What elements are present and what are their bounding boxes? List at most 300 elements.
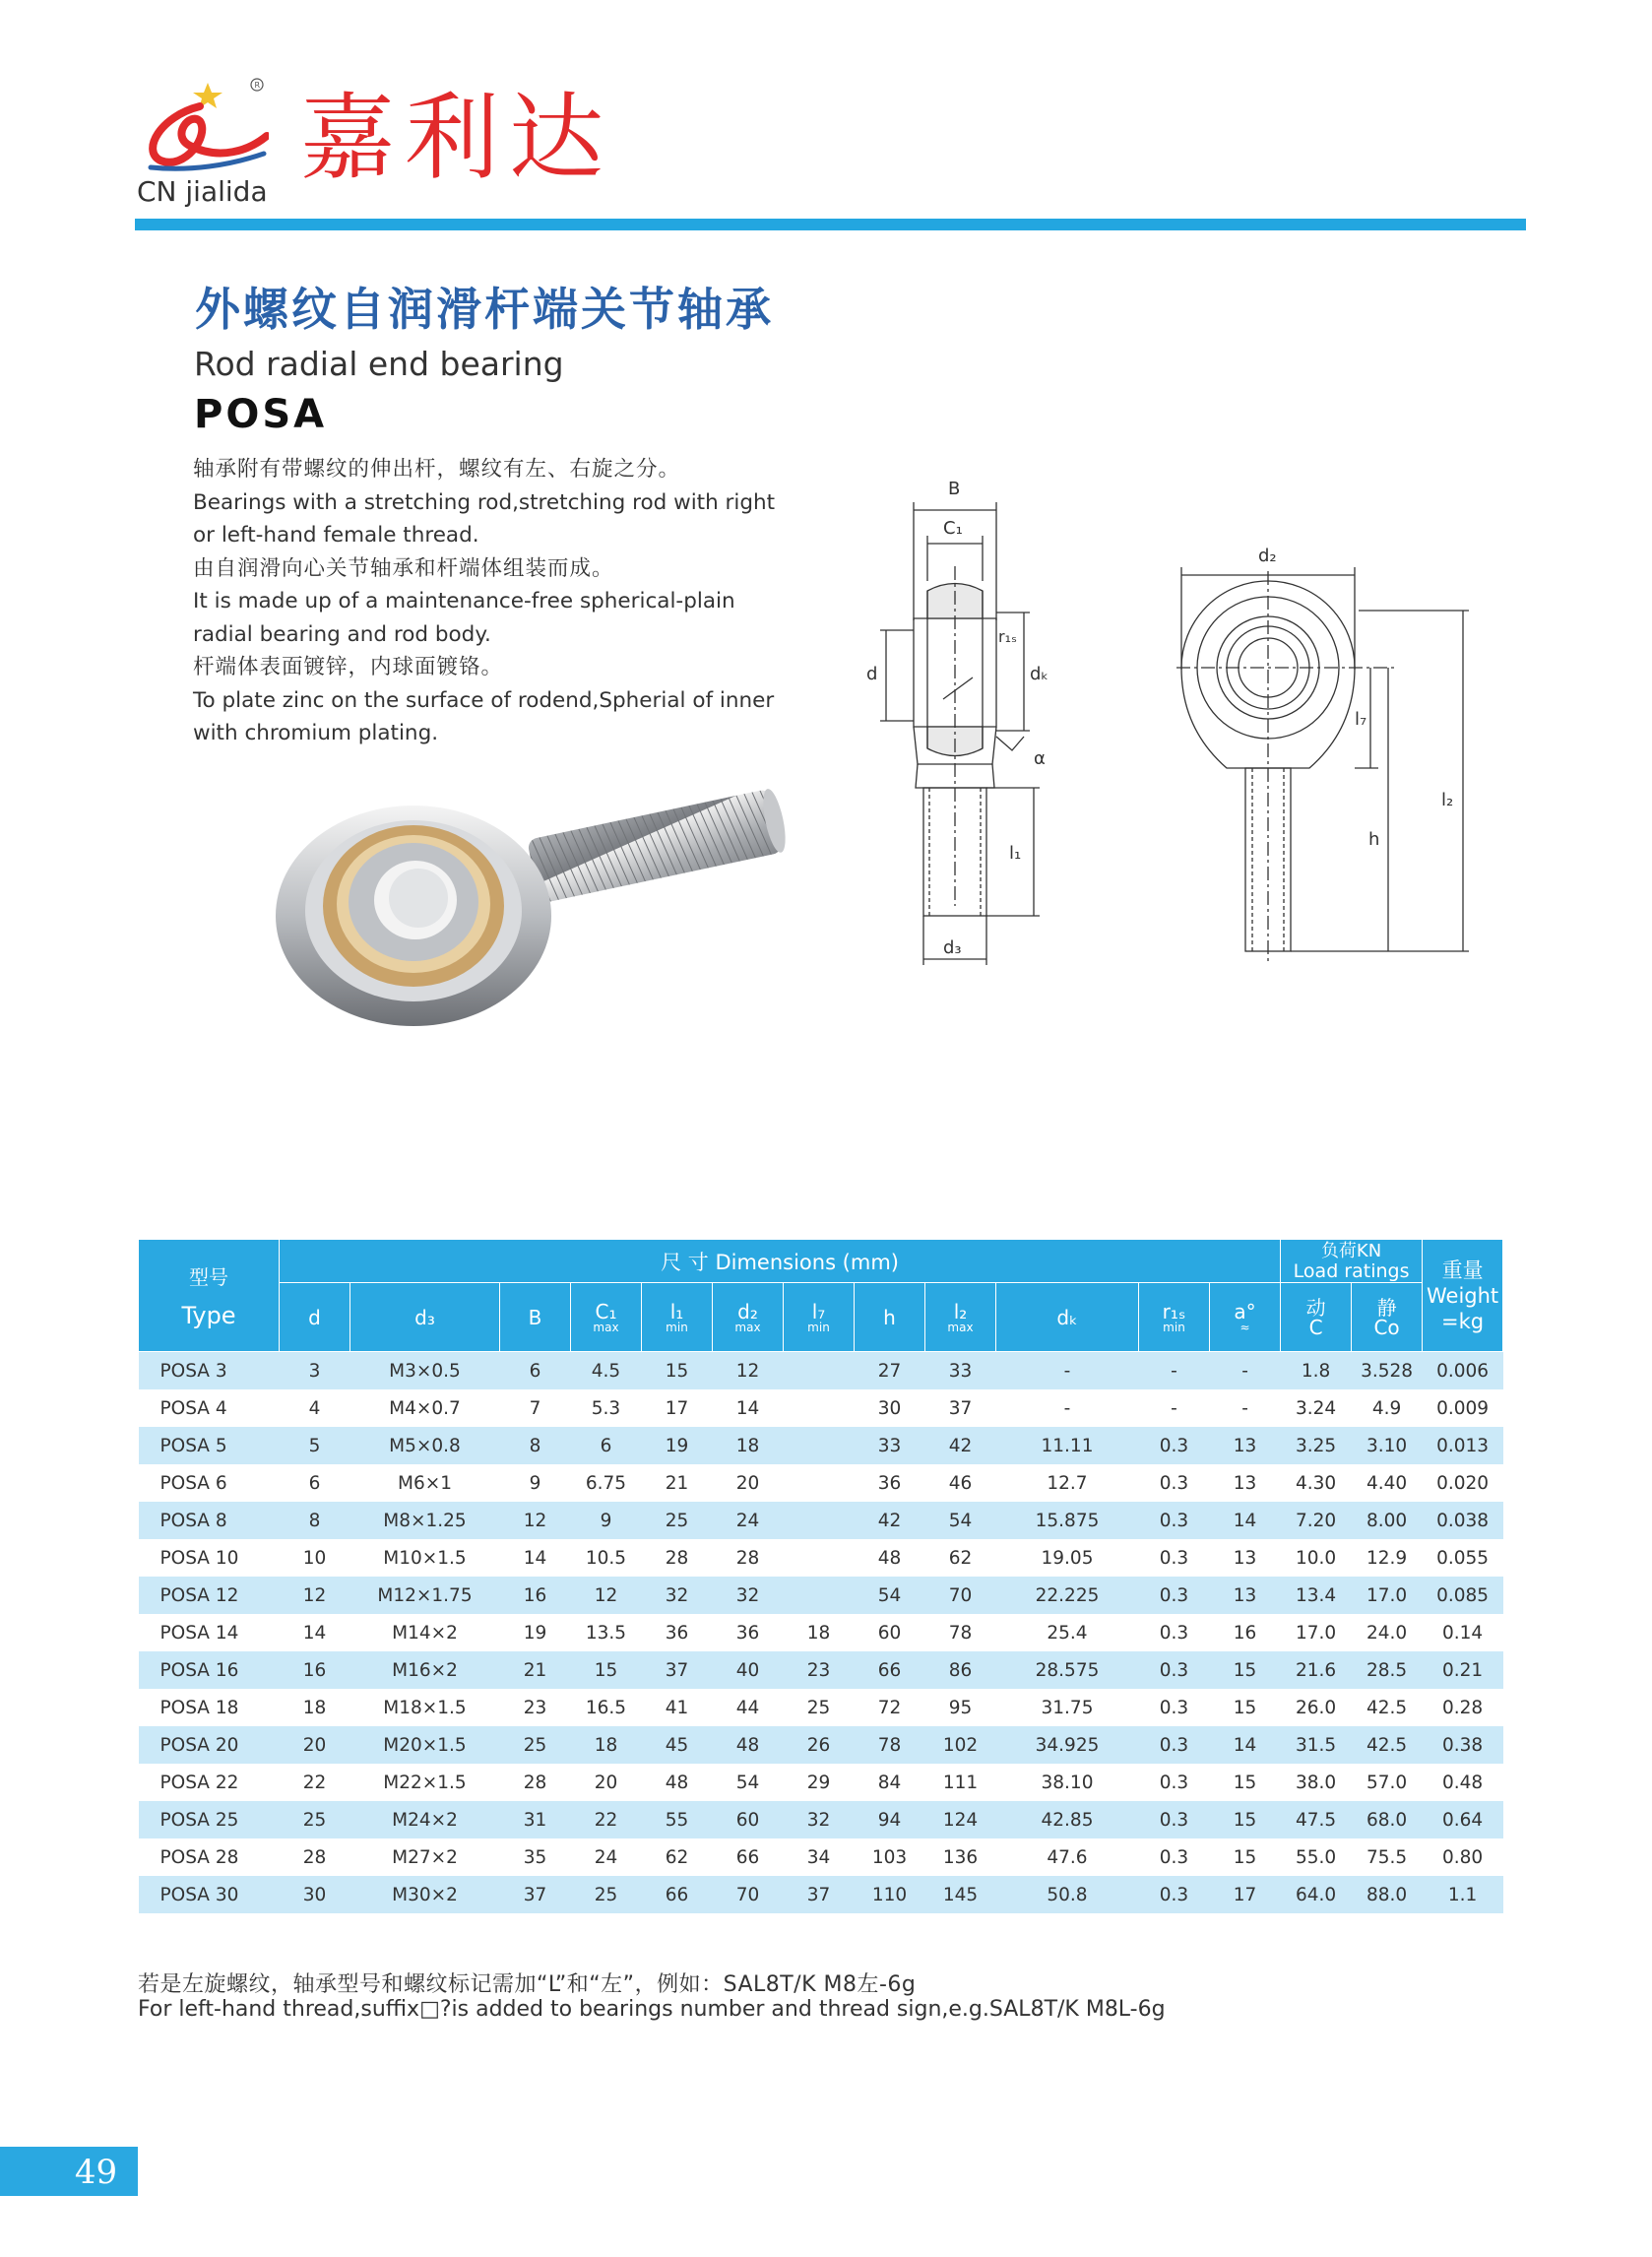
- description-line: Bearings with a stretching rod,stretching rod with right: [193, 489, 776, 515]
- table-cell: 54: [855, 1577, 925, 1614]
- description-line: 轴承附有带螺纹的伸出杆，螺纹有左、右旋之分。: [193, 457, 681, 482]
- cell-type: POSA 3: [139, 1352, 280, 1390]
- label-l1: l₁: [1009, 843, 1022, 864]
- table-cell: 3: [280, 1352, 350, 1390]
- table-cell: 54: [925, 1502, 996, 1539]
- table-cell: 36: [735, 1622, 760, 1644]
- description-line: with chromium plating.: [193, 721, 439, 745]
- table-cell: 75.5: [1366, 1846, 1408, 1868]
- drawing-side-section: [847, 473, 1093, 975]
- table-cell: 17: [665, 1397, 689, 1419]
- table-cell: M18×1.5: [383, 1697, 467, 1718]
- table-cell: 4: [308, 1397, 321, 1419]
- table-cell: 33: [855, 1427, 925, 1464]
- product-photo: [266, 768, 797, 1034]
- col-l7-sub: min: [807, 1320, 830, 1334]
- table-cell: 0.055: [1436, 1547, 1490, 1569]
- weight-zh-label: 重量: [1441, 1257, 1484, 1282]
- table-cell: 15: [571, 1651, 642, 1689]
- table-cell: 38.10: [1041, 1772, 1094, 1793]
- table-cell: 60: [713, 1801, 784, 1838]
- table-row: [139, 1539, 1503, 1577]
- table-cell: 37: [948, 1397, 973, 1419]
- weight-header: [1423, 1240, 1503, 1352]
- table-cell: 13: [1210, 1427, 1281, 1464]
- table-cell: 0.009: [1436, 1397, 1490, 1419]
- table-cell: 13.5: [585, 1622, 627, 1644]
- table-cell: 0.3: [1159, 1697, 1189, 1718]
- cell-type: POSA 28: [159, 1846, 239, 1868]
- table-row: [139, 1838, 1503, 1876]
- label-l7: l₇: [1355, 709, 1367, 730]
- table-cell: 48: [665, 1772, 689, 1793]
- table-cell: 28: [735, 1547, 760, 1569]
- table-cell: 12: [500, 1502, 571, 1539]
- table-cell: 0.085: [1423, 1577, 1503, 1614]
- label-dk: dₖ: [1030, 664, 1049, 684]
- col-type-header: [139, 1240, 280, 1352]
- table-cell: 0.3: [1139, 1726, 1210, 1764]
- col-l2-sub: max: [947, 1320, 974, 1334]
- page-number: 49: [74, 2153, 118, 2192]
- type-en-label: Type: [181, 1302, 236, 1329]
- col-d2-header: [713, 1283, 784, 1352]
- product-code: POSA: [194, 392, 328, 437]
- footnote-en: For left-hand thread,suffix□?is added to bearings number and thread sign,e.g.SAL8T/K M8L-6g: [138, 1997, 1166, 2022]
- table-cell: 20: [594, 1772, 618, 1793]
- table-row: [139, 1389, 1503, 1427]
- table-cell: 6: [571, 1427, 642, 1464]
- table-cell: M20×1.5: [350, 1726, 500, 1764]
- table-cell: 28: [523, 1772, 547, 1793]
- table-cell: 28: [302, 1846, 327, 1868]
- table-cell: 145: [925, 1876, 996, 1913]
- table-cell: 31.75: [1041, 1697, 1094, 1718]
- footnote-zh: 若是左旋螺纹，轴承型号和螺纹标记需加“L”和“左”，例如：SAL8T/K M8左-6g: [138, 1972, 917, 1997]
- table-cell: 55.0: [1295, 1846, 1337, 1868]
- table-cell: 4.40: [1366, 1472, 1408, 1494]
- col-Co-header: [1352, 1283, 1423, 1352]
- table-cell: 5.3: [591, 1397, 621, 1419]
- col-a-sub: ≈: [1239, 1320, 1250, 1334]
- table-cell: 36: [665, 1622, 689, 1644]
- table-cell: 3.528: [1352, 1352, 1423, 1390]
- table-cell: 26: [784, 1726, 855, 1764]
- table-cell: 42.85: [996, 1801, 1139, 1838]
- table-cell: 32: [642, 1577, 713, 1614]
- table-cell: 64.0: [1281, 1876, 1352, 1913]
- table-cell: 34.925: [996, 1726, 1139, 1764]
- cell-type: POSA 18: [159, 1697, 239, 1718]
- label-h: h: [1368, 829, 1380, 850]
- table-cell: 18: [571, 1726, 642, 1764]
- product-title-en: Rod radial end bearing: [194, 345, 564, 383]
- cell-type: POSA 25: [139, 1801, 280, 1838]
- table-cell: 23: [784, 1651, 855, 1689]
- table-cell: 3.24: [1295, 1397, 1337, 1419]
- table-cell: -: [1063, 1397, 1071, 1419]
- header-rule: [135, 219, 1526, 230]
- table-cell: 24.0: [1366, 1622, 1408, 1644]
- table-cell: 78: [855, 1726, 925, 1764]
- table-cell: 25: [280, 1801, 350, 1838]
- table-row: [139, 1614, 1503, 1651]
- table-cell: 47.5: [1281, 1801, 1352, 1838]
- cell-type: POSA 10: [159, 1547, 239, 1569]
- col-C1-header: [571, 1283, 642, 1352]
- table-cell: M8×1.25: [350, 1502, 500, 1539]
- table-cell: 42: [925, 1427, 996, 1464]
- table-cell: 95: [948, 1697, 973, 1718]
- table-cell: M22×1.5: [383, 1772, 467, 1793]
- load-en-label: Load ratings: [1293, 1259, 1410, 1282]
- table-row: [139, 1801, 1503, 1838]
- table-cell: M12×1.75: [350, 1577, 500, 1614]
- table-cell: 62: [948, 1547, 973, 1569]
- table-cell: 45: [642, 1726, 713, 1764]
- table-cell: 30: [280, 1876, 350, 1913]
- table-cell: [784, 1577, 855, 1614]
- table-cell: 88.0: [1352, 1876, 1423, 1913]
- table-cell: 8: [280, 1502, 350, 1539]
- col-C-zh: 动: [1305, 1295, 1326, 1320]
- table-cell: [784, 1464, 855, 1502]
- table-row: [139, 1689, 1503, 1726]
- table-cell: 0.48: [1441, 1772, 1484, 1793]
- table-cell: 48: [713, 1726, 784, 1764]
- cell-type: POSA 20: [139, 1726, 280, 1764]
- col-B-header: [500, 1283, 571, 1352]
- table-cell: 0.64: [1423, 1801, 1503, 1838]
- table-cell: 50.8: [996, 1876, 1139, 1913]
- col-dk-header: [996, 1283, 1139, 1352]
- table-cell: 18: [302, 1697, 327, 1718]
- table-cell: -: [1210, 1352, 1281, 1390]
- brand-name: 嘉利达: [300, 83, 613, 193]
- col-d2-symbol: d₂: [737, 1299, 758, 1323]
- cell-type: POSA 6: [159, 1472, 227, 1494]
- drawing-front-view: [1162, 532, 1477, 965]
- table-cell: 27: [855, 1352, 925, 1390]
- col-a-symbol: a°: [1234, 1299, 1256, 1323]
- col-h-header: [855, 1283, 925, 1352]
- cell-type: POSA 14: [159, 1622, 239, 1644]
- table-cell: 13: [1210, 1577, 1281, 1614]
- table-cell: 14: [523, 1547, 547, 1569]
- table-cell: 17.0: [1295, 1622, 1337, 1644]
- table-cell: 33: [925, 1352, 996, 1390]
- description-line: radial bearing and rod body.: [193, 621, 491, 647]
- table-cell: 36: [877, 1472, 902, 1494]
- table-cell: 0.020: [1436, 1472, 1490, 1494]
- table-cell: 111: [942, 1772, 979, 1793]
- table-cell: 7: [529, 1397, 541, 1419]
- cell-type: POSA 4: [159, 1397, 227, 1419]
- table-cell: 14: [1210, 1502, 1281, 1539]
- table-cell: 84: [877, 1772, 902, 1793]
- table-cell: M30×2: [350, 1876, 500, 1913]
- label-d2: d₂: [1258, 546, 1277, 566]
- table-cell: 23: [523, 1697, 547, 1718]
- table-cell: 4.9: [1371, 1397, 1402, 1419]
- table-cell: 0.80: [1441, 1846, 1484, 1868]
- label-d: d: [866, 664, 878, 684]
- label-alpha: α: [1034, 748, 1046, 769]
- table-cell: 12: [571, 1577, 642, 1614]
- table-cell: 0.013: [1423, 1427, 1503, 1464]
- type-zh-label: 型号: [189, 1265, 228, 1289]
- col-Co-zh: 静: [1376, 1295, 1397, 1320]
- table-cell: 12.7: [1047, 1472, 1088, 1494]
- table-row: [139, 1502, 1503, 1539]
- col-C1-symbol: C₁: [595, 1299, 617, 1323]
- table-cell: 0.3: [1139, 1651, 1210, 1689]
- col-l2-header: [925, 1283, 996, 1352]
- table-cell: 16: [1233, 1622, 1257, 1644]
- table-cell: 12.9: [1366, 1547, 1408, 1569]
- table-cell: 124: [925, 1801, 996, 1838]
- table-cell: 41: [665, 1697, 689, 1718]
- table-cell: 6: [500, 1352, 571, 1390]
- table-cell: 42: [855, 1502, 925, 1539]
- col-dk-symbol: dₖ: [1056, 1305, 1078, 1329]
- table-cell: -: [1139, 1352, 1210, 1390]
- col-a-header: [1210, 1283, 1281, 1352]
- table-row: [139, 1352, 1503, 1390]
- table-cell: 28: [665, 1547, 689, 1569]
- table-cell: 1.1: [1423, 1876, 1503, 1913]
- table-cell: 1.8: [1281, 1352, 1352, 1390]
- col-r1s-header: [1139, 1283, 1210, 1352]
- table-cell: 8.00: [1352, 1502, 1423, 1539]
- table-cell: 10: [302, 1547, 327, 1569]
- table-cell: 54: [735, 1772, 760, 1793]
- table-cell: 21.6: [1281, 1651, 1352, 1689]
- table-cell: 15: [1233, 1697, 1257, 1718]
- table-cell: 5: [280, 1427, 350, 1464]
- table-cell: M5×0.8: [350, 1427, 500, 1464]
- table-cell: M24×2: [350, 1801, 500, 1838]
- table-cell: 3.10: [1352, 1427, 1423, 1464]
- table-cell: 0.3: [1159, 1472, 1189, 1494]
- table-cell: 15: [642, 1352, 713, 1390]
- table-row: [139, 1876, 1503, 1913]
- description-line: 杆端体表面镀锌，内球面镀铬。: [193, 655, 504, 679]
- table-cell: 21: [500, 1651, 571, 1689]
- table-cell: 6: [308, 1472, 321, 1494]
- table-cell: 70: [925, 1577, 996, 1614]
- col-l7-header: [784, 1283, 855, 1352]
- table-cell: 28.575: [996, 1651, 1139, 1689]
- table-cell: 16: [280, 1651, 350, 1689]
- table-cell: 12: [713, 1352, 784, 1390]
- table-cell: M14×2: [392, 1622, 458, 1644]
- cell-type: POSA 12: [139, 1577, 280, 1614]
- col-d2-sub: max: [734, 1320, 761, 1334]
- table-cell: 7.20: [1281, 1502, 1352, 1539]
- table-cell: 102: [925, 1726, 996, 1764]
- table-cell: 19: [523, 1622, 547, 1644]
- brand-logo: [131, 77, 269, 208]
- weight-en-label: Weight: [1426, 1283, 1499, 1308]
- table-cell: 0.3: [1139, 1876, 1210, 1913]
- load-zh-label: 负荷KN: [1320, 1240, 1382, 1261]
- table-cell: 31: [500, 1801, 571, 1838]
- table-cell: 37: [500, 1876, 571, 1913]
- table-cell: 25: [642, 1502, 713, 1539]
- table-row: [139, 1464, 1503, 1502]
- col-r1s-sub: min: [1163, 1320, 1185, 1334]
- col-l1-sub: min: [666, 1320, 688, 1334]
- label-l2: l₂: [1441, 790, 1454, 810]
- table-cell: 57.0: [1366, 1772, 1408, 1793]
- table-cell: 0.3: [1159, 1547, 1189, 1569]
- table-cell: 47.6: [1047, 1846, 1088, 1868]
- table-cell: 13: [1233, 1472, 1257, 1494]
- table-cell: 24: [713, 1502, 784, 1539]
- col-d-header: [280, 1283, 350, 1352]
- table-cell: 48: [877, 1547, 902, 1569]
- logo-text: CN jialida: [137, 175, 268, 208]
- table-row: [139, 1726, 1503, 1764]
- table-cell: 68.0: [1352, 1801, 1423, 1838]
- col-d3-header: [350, 1283, 500, 1352]
- table-cell: 25: [571, 1876, 642, 1913]
- table-cell: 16: [500, 1577, 571, 1614]
- col-l2-symbol: l₂: [953, 1299, 968, 1323]
- table-cell: 35: [523, 1846, 547, 1868]
- col-l1-header: [642, 1283, 713, 1352]
- load-ratings-header: [1281, 1240, 1423, 1283]
- col-l7-symbol: l₇: [811, 1299, 826, 1323]
- table-cell: 32: [713, 1577, 784, 1614]
- table-cell: 70: [713, 1876, 784, 1913]
- product-description: [193, 453, 803, 750]
- table-cell: 10.5: [585, 1547, 627, 1569]
- table-cell: [784, 1352, 855, 1390]
- table-cell: 25.4: [1047, 1622, 1088, 1644]
- table-cell: 40: [713, 1651, 784, 1689]
- table-cell: 94: [855, 1801, 925, 1838]
- cell-type: POSA 8: [139, 1502, 280, 1539]
- table-cell: 18: [806, 1622, 831, 1644]
- table-cell: 66: [642, 1876, 713, 1913]
- description-line: 由自润滑向心关节轴承和杆端体组装而成。: [193, 555, 614, 581]
- table-cell: 20: [280, 1726, 350, 1764]
- table-cell: 37: [642, 1651, 713, 1689]
- table-cell: 25: [806, 1697, 831, 1718]
- table-cell: 62: [665, 1846, 689, 1868]
- table-cell: 0.21: [1423, 1651, 1503, 1689]
- table-cell: M6×1: [397, 1472, 452, 1494]
- table-cell: M3×0.5: [350, 1352, 500, 1390]
- table-cell: 0.3: [1139, 1801, 1210, 1838]
- table-cell: M10×1.5: [383, 1547, 467, 1569]
- table-cell: 22: [302, 1772, 327, 1793]
- table-cell: 9: [529, 1472, 541, 1494]
- table-cell: 19.05: [1041, 1547, 1094, 1569]
- col-l1-symbol: l₁: [669, 1299, 684, 1323]
- col-d3-symbol: d₃: [414, 1305, 435, 1329]
- table-cell: 28.5: [1352, 1651, 1423, 1689]
- table-cell: [784, 1389, 855, 1427]
- table-cell: 4.5: [571, 1352, 642, 1390]
- table-cell: 0.38: [1423, 1726, 1503, 1764]
- col-C-symbol: C: [1308, 1315, 1323, 1339]
- spec-table: [138, 1239, 1503, 1913]
- cell-type: POSA 16: [139, 1651, 280, 1689]
- table-row: [139, 1577, 1503, 1614]
- table-cell: 0.28: [1441, 1697, 1484, 1718]
- table-cell: 15: [1233, 1772, 1257, 1793]
- table-cell: 31.5: [1281, 1726, 1352, 1764]
- svg-text:R: R: [254, 81, 261, 90]
- table-cell: 60: [877, 1622, 902, 1644]
- table-cell: 0.3: [1159, 1772, 1189, 1793]
- table-cell: 136: [942, 1846, 979, 1868]
- table-cell: 0.3: [1159, 1622, 1189, 1644]
- description-line: To plate zinc on the surface of rodend,Spherial of inner: [193, 687, 775, 713]
- table-cell: 0.3: [1139, 1577, 1210, 1614]
- weight-unit-label: =kg: [1441, 1309, 1485, 1333]
- col-B-symbol: B: [528, 1305, 542, 1329]
- table-cell: 0.3: [1159, 1846, 1189, 1868]
- table-cell: 30: [877, 1397, 902, 1419]
- table-cell: 42.5: [1366, 1697, 1408, 1718]
- table-cell: -: [1241, 1397, 1248, 1419]
- table-cell: 6.75: [585, 1472, 627, 1494]
- table-cell: 37: [784, 1876, 855, 1913]
- table-cell: 25: [500, 1726, 571, 1764]
- col-d-symbol: d: [308, 1305, 321, 1329]
- table-cell: M27×2: [392, 1846, 458, 1868]
- table-cell: 15.875: [996, 1502, 1139, 1539]
- description-line: or left-hand female thread.: [193, 523, 479, 548]
- table-cell: M4×0.7: [389, 1397, 461, 1419]
- table-cell: M16×2: [350, 1651, 500, 1689]
- table-cell: -: [996, 1352, 1139, 1390]
- description-line: It is made up of a maintenance-free spherical-plain: [193, 589, 735, 613]
- table-cell: 103: [871, 1846, 908, 1868]
- col-C-header: [1281, 1283, 1352, 1352]
- table-cell: 22.225: [996, 1577, 1139, 1614]
- label-B: B: [948, 479, 961, 499]
- table-cell: 0.14: [1441, 1622, 1484, 1644]
- table-cell: 0.3: [1139, 1427, 1210, 1464]
- table-cell: 3.25: [1281, 1427, 1352, 1464]
- table-cell: 14: [735, 1397, 760, 1419]
- table-cell: 16.5: [585, 1697, 627, 1718]
- table-cell: 9: [571, 1502, 642, 1539]
- table-cell: 34: [806, 1846, 831, 1868]
- table-cell: 8: [500, 1427, 571, 1464]
- table-cell: 13: [1233, 1547, 1257, 1569]
- table-cell: 15: [1233, 1846, 1257, 1868]
- table-cell: 42.5: [1352, 1726, 1423, 1764]
- table-row: [139, 1764, 1503, 1801]
- cell-type: POSA 22: [159, 1772, 239, 1793]
- table-cell: 26.0: [1295, 1697, 1337, 1718]
- label-r1s: r₁ₛ: [998, 627, 1017, 646]
- label-d3: d₃: [943, 937, 962, 958]
- table-cell: [784, 1427, 855, 1464]
- table-cell: 86: [925, 1651, 996, 1689]
- logo-swoosh-icon: [131, 77, 269, 175]
- col-h-symbol: h: [883, 1305, 896, 1329]
- col-Co-symbol: Co: [1373, 1315, 1400, 1339]
- table-cell: 72: [877, 1697, 902, 1718]
- table-cell: 66: [735, 1846, 760, 1868]
